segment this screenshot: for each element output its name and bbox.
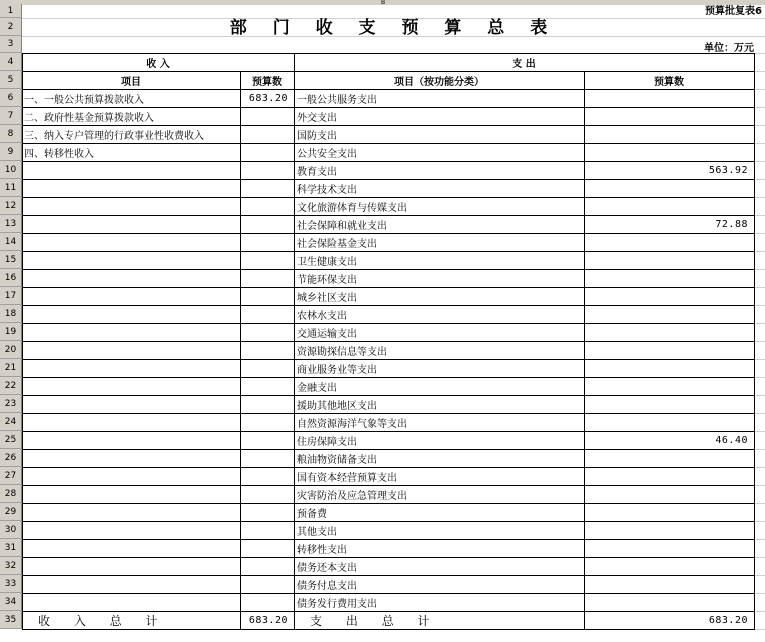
border-line [22, 71, 755, 72]
expense-item-label: 节能环保支出 [297, 274, 357, 286]
expense-item-label: 公共安全支出 [297, 148, 357, 160]
border-line [22, 269, 755, 270]
form-id-label: 预算批复表6 [705, 5, 762, 15]
expense-item-label: 城乡社区支出 [297, 292, 357, 304]
expense-item-label: 转移性支出 [297, 544, 347, 556]
border-line [22, 233, 755, 234]
expense-item-value [584, 521, 754, 539]
row-number[interactable]: 15 [0, 251, 22, 269]
income-item-label: 一、一般公共预算拨款收入 [24, 94, 144, 106]
expense-item-label: 债务还本支出 [297, 562, 357, 574]
expense-item-value: 46.40 [715, 434, 748, 446]
expense-item-value [584, 485, 754, 503]
expense-item-header: 项目（按功能分类） [394, 76, 484, 88]
expense-item-label: 外交支出 [297, 112, 337, 124]
expense-item-value [584, 107, 754, 125]
expense-item-label: 科学技术支出 [297, 184, 357, 196]
expense-item-label: 文化旅游体育与传媒支出 [297, 202, 407, 214]
expense-budget-header: 预算数 [654, 76, 684, 88]
income-section-header: 收 入 [146, 58, 170, 70]
expense-item-label: 灾害防治及应急管理支出 [297, 490, 407, 502]
expense-item-label: 债务发行费用支出 [297, 598, 377, 610]
expense-item-label: 教育支出 [297, 166, 337, 178]
row-number[interactable]: 30 [0, 521, 22, 539]
border-line [22, 197, 755, 198]
row-number[interactable]: 21 [0, 359, 22, 377]
expense-total-value: 683.20 [708, 614, 748, 626]
row-number[interactable]: 9 [0, 143, 22, 161]
row-number[interactable]: 5 [0, 71, 22, 89]
border-line [22, 53, 23, 630]
border-line [22, 287, 755, 288]
expense-item-value [584, 305, 754, 323]
column-header-marker: B [380, 0, 386, 4]
income-item-value: 683.20 [248, 92, 288, 104]
border-line [22, 305, 755, 306]
expense-item-label: 住房保障支出 [297, 436, 357, 448]
row-number[interactable]: 13 [0, 215, 22, 233]
row-number[interactable]: 28 [0, 485, 22, 503]
border-line [22, 323, 755, 324]
expense-section-header: 支 出 [512, 58, 536, 70]
row-number[interactable]: 2 [0, 18, 22, 36]
row-number[interactable]: 8 [0, 125, 22, 143]
border-line [22, 593, 755, 594]
expense-item-label: 农林水支出 [297, 310, 347, 322]
expense-item-label: 金融支出 [297, 382, 337, 394]
expense-item-value [584, 449, 754, 467]
border-line [22, 53, 755, 54]
expense-item-label: 交通运输支出 [297, 328, 357, 340]
row-number[interactable]: 29 [0, 503, 22, 521]
income-total-label: 收 入 总 计 [38, 613, 168, 628]
row-number[interactable]: 18 [0, 305, 22, 323]
expense-item-value [584, 503, 754, 521]
row-number[interactable]: 20 [0, 341, 22, 359]
row-number[interactable]: 19 [0, 323, 22, 341]
expense-item-value [584, 179, 754, 197]
row-number[interactable]: 7 [0, 107, 22, 125]
row-number[interactable]: 33 [0, 575, 22, 593]
row-number[interactable]: 32 [0, 557, 22, 575]
border-line [22, 557, 755, 558]
income-item-label: 二、政府性基金预算拨款收入 [24, 112, 154, 124]
row-number[interactable]: 22 [0, 377, 22, 395]
border-line [22, 611, 755, 612]
row-number[interactable]: 26 [0, 449, 22, 467]
row-number[interactable]: 31 [0, 539, 22, 557]
border-line [22, 449, 755, 450]
row-number[interactable]: 24 [0, 413, 22, 431]
border-line [22, 251, 755, 252]
expense-item-value [584, 89, 754, 107]
row-number[interactable]: 6 [0, 89, 22, 107]
expense-item-label: 预备费 [297, 508, 327, 520]
expense-item-value [584, 395, 754, 413]
expense-item-value [584, 467, 754, 485]
income-item-header: 项目 [121, 76, 141, 88]
expense-item-label: 援助其他地区支出 [297, 400, 377, 412]
page-title: 部 门 收 支 预 算 总 表 [229, 17, 558, 37]
expense-item-value: 563.92 [708, 164, 748, 176]
row-number[interactable]: 34 [0, 593, 22, 611]
border-line [22, 107, 755, 108]
expense-item-label: 国有资本经营预算支出 [297, 472, 397, 484]
expense-item-value [584, 251, 754, 269]
expense-item-label: 国防支出 [297, 130, 337, 142]
expense-item-label: 商业服务业等支出 [297, 364, 377, 376]
expense-item-value [584, 269, 754, 287]
expense-item-label: 一般公共服务支出 [297, 94, 377, 106]
border-line [294, 53, 295, 630]
income-item-value [240, 125, 294, 143]
row-number[interactable]: 25 [0, 431, 22, 449]
expense-item-value [584, 575, 754, 593]
row-number[interactable]: 4 [0, 53, 22, 71]
expense-item-label: 自然资源海洋气象等支出 [297, 418, 407, 430]
row-number[interactable]: 10 [0, 161, 22, 179]
border-line [240, 71, 241, 630]
border-line [22, 125, 755, 126]
expense-item-label: 社会保险基金支出 [297, 238, 377, 250]
border-line [22, 503, 755, 504]
expense-item-value [584, 287, 754, 305]
expense-item-label: 债务付息支出 [297, 580, 357, 592]
income-item-value [240, 143, 294, 161]
expense-item-value [584, 539, 754, 557]
border-line [22, 143, 755, 144]
border-line [22, 395, 755, 396]
expense-item-label: 其他支出 [297, 526, 337, 538]
border-line [22, 215, 755, 216]
expense-item-value [584, 125, 754, 143]
row-number[interactable]: 17 [0, 287, 22, 305]
row-number[interactable]: 12 [0, 197, 22, 215]
unit-label: 单位：万元 [704, 42, 754, 52]
expense-item-value: 72.88 [715, 218, 748, 230]
border-line [584, 71, 585, 630]
income-total-value: 683.20 [248, 614, 288, 626]
border-line [22, 629, 755, 630]
border-line [22, 89, 755, 90]
expense-item-label: 资源勘探信息等支出 [297, 346, 387, 358]
expense-item-value [584, 593, 754, 611]
border-line [22, 431, 755, 432]
expense-item-value [584, 359, 754, 377]
expense-item-value [584, 377, 754, 395]
row-number[interactable]: 27 [0, 467, 22, 485]
border-line [22, 485, 755, 486]
border-line [22, 161, 755, 162]
income-item-value [240, 107, 294, 125]
expense-item-label: 社会保障和就业支出 [297, 220, 387, 232]
border-line [22, 359, 755, 360]
border-line [22, 575, 755, 576]
expense-item-value [584, 413, 754, 431]
row-number[interactable]: 16 [0, 269, 22, 287]
expense-item-value [584, 197, 754, 215]
border-line [22, 179, 755, 180]
row-number[interactable]: 35 [0, 611, 22, 629]
expense-item-label: 卫生健康支出 [297, 256, 357, 268]
expense-item-label: 粮油物资储备支出 [297, 454, 377, 466]
expense-item-value [584, 233, 754, 251]
expense-item-value [584, 557, 754, 575]
border-line [22, 413, 755, 414]
border-line [22, 467, 755, 468]
income-budget-header: 预算数 [252, 76, 282, 88]
expense-item-value [584, 323, 754, 341]
border-line [754, 53, 755, 630]
row-number[interactable]: 11 [0, 179, 22, 197]
row-number[interactable]: 23 [0, 395, 22, 413]
income-item-label: 三、纳入专户管理的行政事业性收费收入 [24, 130, 204, 142]
row-number[interactable]: 3 [0, 36, 22, 53]
border-line [22, 341, 755, 342]
border-line [22, 377, 755, 378]
border-line [22, 539, 755, 540]
expense-item-value [584, 341, 754, 359]
border-line [22, 521, 755, 522]
income-item-label: 四、转移性收入 [24, 148, 94, 160]
row-number[interactable]: 14 [0, 233, 22, 251]
row-number[interactable]: 1 [0, 4, 22, 18]
expense-item-value [584, 143, 754, 161]
expense-total-label: 支 出 总 计 [310, 613, 440, 628]
